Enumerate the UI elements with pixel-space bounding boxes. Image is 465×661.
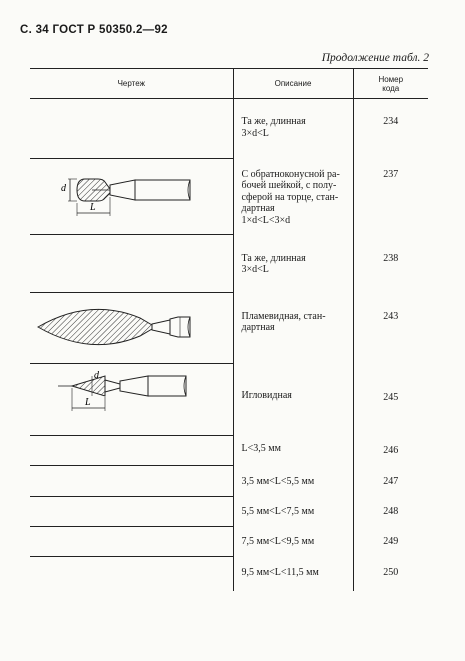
drawing-cell: [30, 436, 233, 466]
description-line: Та же, длинная: [241, 252, 306, 264]
description-line: сферой на торце, стан-: [241, 191, 339, 203]
description-cell: [233, 235, 353, 293]
drawing-cell: [30, 497, 233, 527]
table-row: [30, 466, 428, 497]
code-cell: [353, 557, 428, 591]
description-line: дартная: [241, 203, 275, 214]
code-value: 237: [383, 168, 399, 180]
code-value: 250: [383, 566, 399, 578]
description-line: 3×d<L: [241, 264, 269, 275]
description-line: Та же, длинная: [241, 116, 306, 127]
table-row: [30, 159, 428, 235]
bur-drawing-needle: [30, 364, 233, 435]
description-cell: [233, 293, 353, 364]
drawing-cell: [30, 557, 233, 591]
description-line: 1×d<L<3×d: [241, 214, 291, 226]
code-value: 246: [383, 444, 399, 456]
description-line: 3×d<L: [241, 127, 269, 139]
drawing-cell: [30, 527, 233, 557]
description-cell: [233, 497, 353, 527]
description-line: Пламевидная, стан-: [241, 310, 326, 322]
description-line: дартная: [241, 322, 275, 333]
description-line: 5,5 мм<L<7,5 мм: [241, 505, 315, 517]
table-row: [30, 364, 428, 436]
code-cell: [353, 364, 428, 436]
code-cell: [353, 159, 428, 235]
table-continuation-label: Продолжение табл. 2: [321, 52, 429, 64]
drawing-cell: [30, 159, 233, 235]
code-cell: [353, 235, 428, 293]
code-value: 245: [383, 391, 399, 403]
code-cell: [353, 99, 428, 159]
table-header-row: [30, 69, 428, 99]
code-value: 248: [383, 505, 399, 517]
page-header: С. 34 ГОСТ Р 50350.2—92: [20, 24, 168, 36]
code-value: 247: [383, 475, 399, 487]
table-row: [30, 497, 428, 527]
table-row: [30, 557, 428, 591]
description-cell: [233, 466, 353, 497]
bur-drawing-inverted-cone: [30, 159, 233, 234]
drawing-cell: [30, 293, 233, 364]
drawing-cell: [30, 466, 233, 497]
description-cell: [233, 364, 353, 436]
column-header-code: [353, 69, 428, 99]
code-value: 238: [383, 252, 399, 264]
code-cell: [353, 466, 428, 497]
table-row: [30, 527, 428, 557]
dimension-label-d: d: [61, 183, 66, 194]
description-cell: [233, 159, 353, 235]
code-cell: [353, 436, 428, 466]
dimension-label-d: d: [94, 370, 99, 381]
description-line: 9,5 мм<L<11,5 мм: [241, 566, 319, 578]
code-value: 234: [383, 116, 399, 127]
column-header-code-line1: Номер: [378, 74, 404, 84]
column-header-description: Описание: [233, 69, 353, 99]
description-line: С обратноконусной ра-: [241, 168, 340, 180]
gost-table: [30, 68, 428, 591]
table-row: [30, 436, 428, 466]
dimension-label-L: L: [90, 202, 96, 213]
code-cell: [353, 497, 428, 527]
table-row: [30, 99, 428, 159]
bur-drawing-flame: [30, 293, 233, 363]
drawing-cell: [30, 99, 233, 159]
column-header-drawing: Чертеж: [30, 69, 233, 99]
description-line: 3,5 мм<L<5,5 мм: [241, 475, 315, 487]
description-cell: [233, 436, 353, 466]
code-value: 243: [383, 310, 399, 322]
drawing-cell: [30, 235, 233, 293]
description-line: 7,5 мм<L<9,5 мм: [241, 535, 315, 547]
column-header-code-line2: кода: [382, 83, 400, 93]
code-cell: [353, 293, 428, 364]
dimension-label-L: L: [85, 397, 91, 408]
table-row: [30, 293, 428, 364]
description-line: L<3,5 мм: [241, 442, 281, 454]
description-line: Игловидная: [241, 389, 292, 401]
description-line: бочей шейкой, с полу-: [241, 180, 337, 191]
code-value: 249: [383, 535, 399, 547]
table-row: [30, 235, 428, 293]
code-cell: [353, 527, 428, 557]
description-cell: [233, 99, 353, 159]
description-cell: [233, 557, 353, 591]
description-cell: [233, 527, 353, 557]
drawing-cell: [30, 364, 233, 436]
